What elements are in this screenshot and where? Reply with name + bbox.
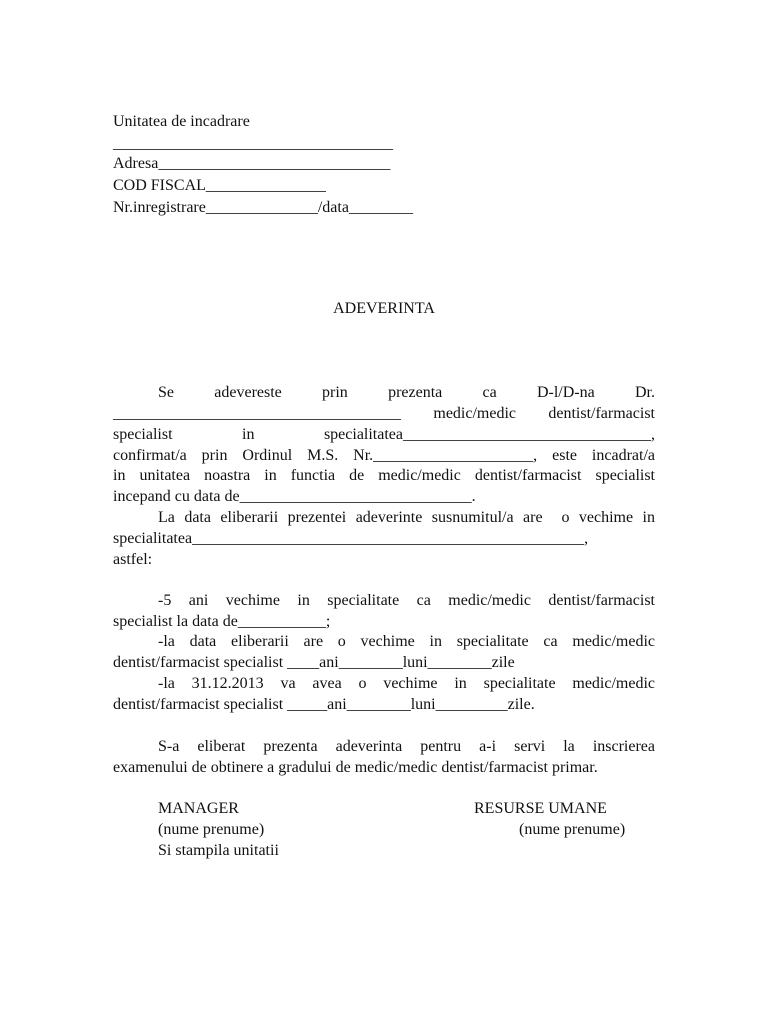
p1-line-5: in unitatea noastra in functia de medic/medic dentist/farmacist specialist — [113, 467, 655, 484]
unit-label: Unitatea de incadrare — [113, 113, 250, 130]
fiscal-code-field: COD FISCAL_______________ — [113, 177, 326, 194]
p2-line-3: astfel: — [113, 551, 153, 568]
hr-title: RESURSE UMANE — [474, 800, 607, 817]
item2-line-1: -la data eliberarii are o vechime in specialitate ca medic/medic — [158, 633, 655, 650]
p1-line-4: confirmat/a prin Ordinul M.S. Nr.____________________, este incadrat/a — [113, 447, 655, 464]
manager-title: MANAGER — [158, 800, 239, 817]
address-field: Adresa_____________________________ — [113, 155, 391, 172]
document-title: ADEVERINTA — [333, 300, 435, 317]
p2-line-1: La data eliberarii prezentei adeverinte susnumitul/a are o vechime in — [158, 509, 655, 526]
p1-line-2: ____________________________________ medic/medic dentist/farmacist — [113, 405, 655, 422]
p3-line-2: examenului de obtinere a gradului de medic/medic dentist/farmacist primar. — [113, 759, 598, 776]
item1-line-1: -5 ani vechime in specialitate ca medic/medic dentist/farmacist — [158, 592, 655, 609]
registration-field: Nr.inregistrare______________/data________ — [113, 199, 413, 216]
item1-line-2: specialist la data de___________; — [113, 613, 331, 630]
p1-line-6: incepand cu data de_____________________________. — [113, 488, 476, 505]
p1-line-1: Se adevereste prin prezenta ca D-l/D-na Dr. — [158, 384, 655, 401]
item3-line-1: -la 31.12.2013 va avea o vechime in specialitate medic/medic — [158, 675, 655, 692]
item3-line-2: dentist/farmacist specialist _____ani________luni_________zile. — [113, 696, 535, 713]
unit-line: ___________________________________ — [113, 135, 393, 152]
manager-name: (nume prenume) — [158, 821, 265, 838]
item2-line-2: dentist/farmacist specialist ____ani________luni________zile — [113, 654, 515, 671]
hr-name: (nume prenume) — [519, 821, 626, 838]
p2-line-2: specialitatea_________________________________________________, — [113, 530, 589, 547]
manager-stamp: Si stampila unitatii — [158, 842, 279, 859]
p1-line-3: specialist in specialitatea_______________________________, — [113, 426, 655, 443]
p3-line-1: S-a eliberat prezenta adeverinta pentru a-i servi la inscrierea — [158, 738, 655, 755]
